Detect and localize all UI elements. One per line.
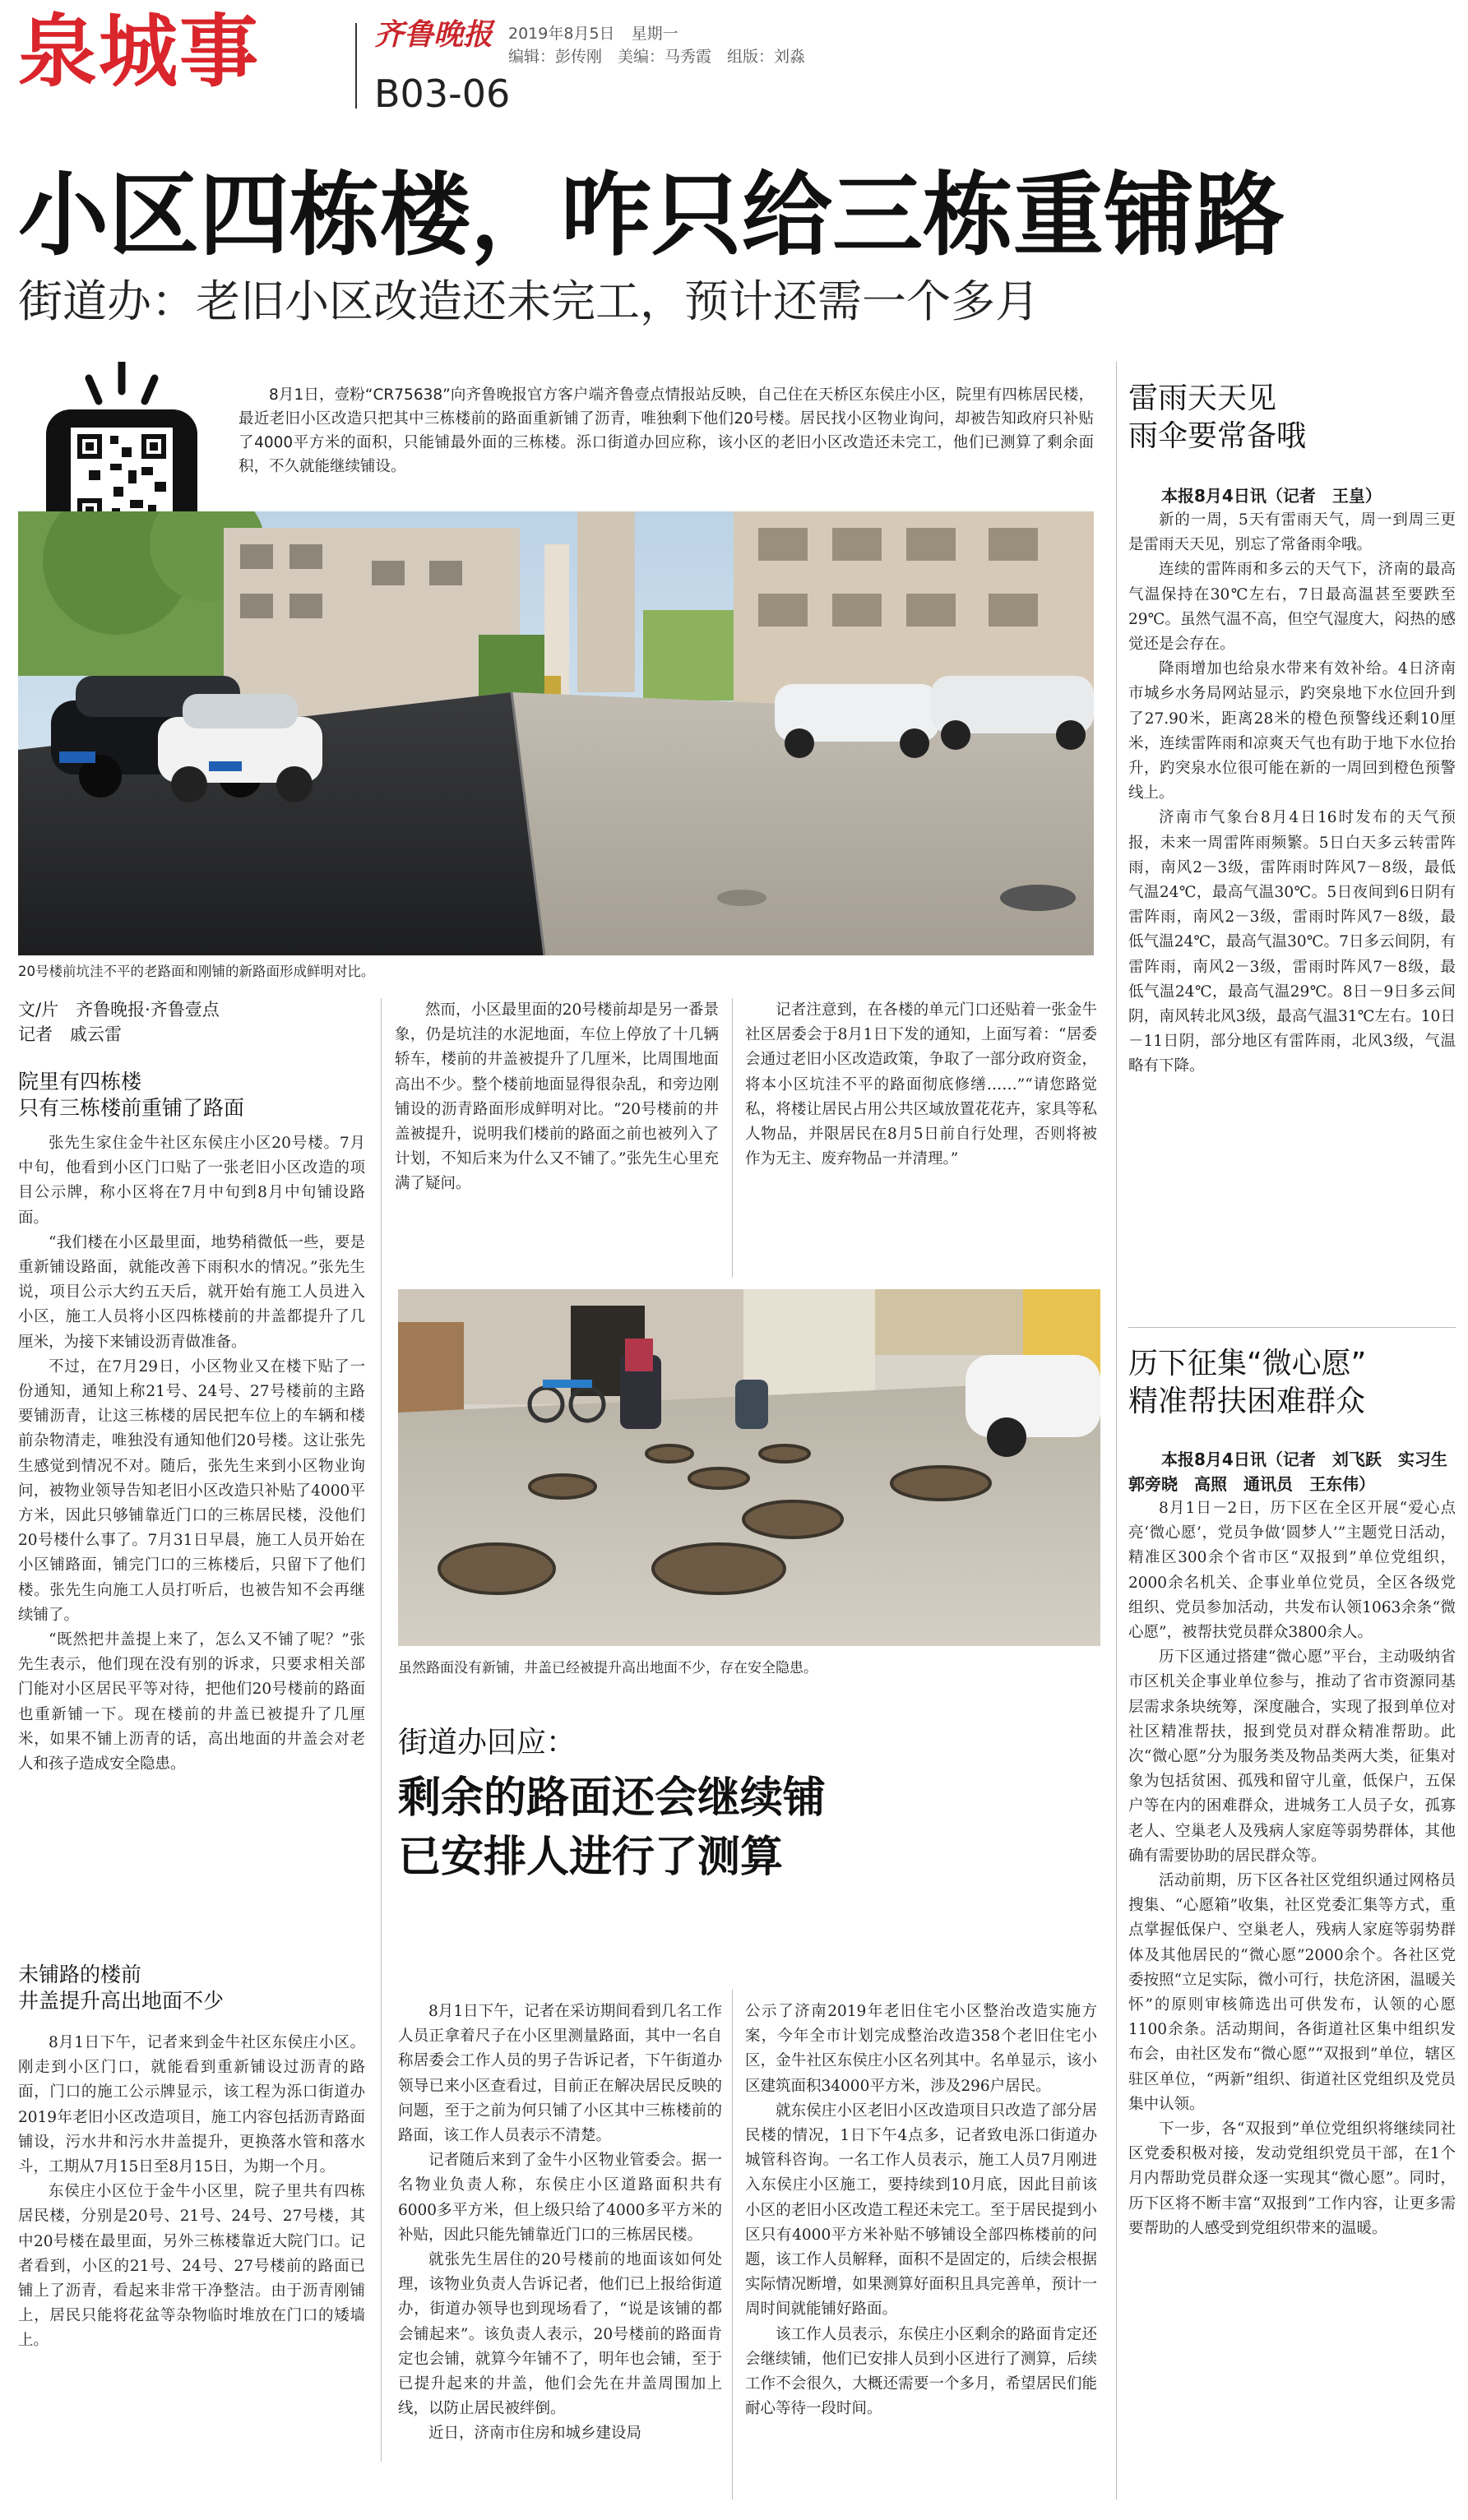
main-headline: 小区四栋楼，咋只给三栋重铺路 <box>18 163 1285 268</box>
response-headline-1: 剩余的路面还会继续铺 <box>398 1773 827 1823</box>
wish-lead: 本报8月4日讯（记者 刘飞跃 实习生 郭旁晓 高照 通讯员 王东伟） <box>1128 1450 1464 1494</box>
wish-headline-line1: 历下征集“微心愿” <box>1128 1347 1367 1380</box>
subhead-2-line2: 井盖提升高出地面不少 <box>18 1989 225 2013</box>
sidebar-weather-story <box>1128 362 1456 1080</box>
col1b-text <box>18 2031 365 2354</box>
column-divider <box>381 998 382 2462</box>
page-code: B03-06 <box>374 72 511 116</box>
weather-headline-line1: 雷雨天天见 <box>1128 381 1277 415</box>
byline-line2: 记者 戚云雷 <box>18 1024 122 1044</box>
weather-lead: 本报8月4日讯（记者 王皇） <box>1161 486 1382 506</box>
paragraph: 8月1日－2日，历下区在全区开展“爱心点亮‘微心愿’，党员争做‘圆梦人’”主题党日活动，精准区300余个省市区“双报到”单位党组织，2000余名机关、企事业单位党员，全区各级党组织、党员参加活动，共发布认领1063余条“微心愿”，被帮扶党员群众3800余人。 <box>1128 1500 1456 1642</box>
col2-text <box>395 998 719 1197</box>
paragraph: 历下区通过搭建“微心愿”平台，主动吸纳省市区机关企事业单位参与，推动了省市资源同基层需求条块统筹，深度融合，实现了报到单位对社区精准帮扶，报到党员对群众精准帮助。此次“微心愿”分为服务类及物品类两大类，征集对象为包括贫困、孤残和留守儿童，低保户，五保户等在内的困难群众，进城务工人员子女，孤寡老人、空巢老人及残病人家庭等弱势群体，其他确有需要协助的居民群众等。 <box>1128 1648 1456 1865</box>
column-divider <box>732 998 733 1278</box>
date-text: 2019年8月5日 <box>508 25 615 43</box>
subhead-2 <box>18 1962 372 2014</box>
photo-manhole-covers <box>398 1289 1100 1646</box>
col3b-text <box>745 2000 1097 2421</box>
paragraph: 记者注意到，在各楼的单元门口还贴着一张金牛社区居委会于8月1日下发的通知，上面写着：“居委会通过老旧小区改造政策，争取了一部分政府资金，将本小区坑洼不平的路面彻底修缮……”“请您路觉私，将楼让居民占用公共区域放置花花卉，家具等私人物品，并限居民在8月5日前自行处理，否则将被作为无主、废弃物品一并清理。” <box>745 1001 1097 1168</box>
paragraph: 公示了济南2019年老旧住宅小区整治改造实施方案，今年全市计划完成整治改造358个老旧住宅小区，金牛社区东侯庄小区名列其中。名单显示，该小区建筑面积34000平方米，涉及296户居民。 <box>745 2003 1097 2095</box>
col1-text <box>18 1131 365 1777</box>
editors-line: 编辑：彭传刚 美编：马秀霞 组版：刘淼 <box>508 48 806 66</box>
paragraph: 就东侯庄小区老旧小区改造项目只改造了部分居民楼的情况，1日下午4点多，记者致电泺口街道办城管科咨询。一名工作人员表示，施工人员7月刚进入东侯庄小区施工，要持续到10月底，因此目前该小区的老旧小区改造工程还未完工。至于居民提到小区只有4000平方米补贴不够铺设全部四栋楼前的问题，该工作人员解释，面积不是固定的，后续会根据实际情况断增，如果测算好面积且具完善单，预计一周时间就能铺好路面。 <box>745 2102 1097 2319</box>
paragraph: 降雨增加也给泉水带来有效补给。4日济南市城乡水务局网站显示，趵突泉地下水位回升到了27.90米，距离28米的橙色预警线还剩10厘米，连续雷阵雨和凉爽天气也有助于地下水位抬升，趵突泉水位很可能在新的一周回到橙色预警线上。 <box>1128 660 1456 802</box>
masthead <box>0 0 1468 123</box>
issue-date <box>508 21 678 44</box>
intro-paragraph: 8月1日，壹粉“CR75638”向齐鲁晚报官方客户端齐鲁壹点情报站反映，自己住在天桥区东侯庄小区，院里有四栋居民楼，最近老旧小区改造只把其中三栋楼前的路面重新铺了沥青，唯独剩下他们20号楼。居民找小区物业询问，却被告知政府只补贴了4000平方米的面积，只能铺最外面的三栋楼。泺口街道办回应称，该小区的老旧小区改造还未完工，他们已测算了剩余面积，不久就能继续铺设。 <box>238 386 1094 475</box>
byline-line1: 文/片 齐鲁晚报·齐鲁壹点 <box>18 1000 220 1020</box>
weather-headline-line2: 雨伞要常备哦 <box>1128 419 1307 453</box>
sidebar-wish-story <box>1128 1345 1464 2241</box>
subhead-1 <box>18 1069 372 1121</box>
col3-text <box>745 998 1097 1172</box>
paragraph: “我们楼在小区最里面，地势稍微低一些，要是重新铺设路面，就能改善下雨积水的情况。”张先生说，项目公示大约五天后，就开始有施工人员进入小区，施工人员将小区四栋楼前的井盖都提升了几厘米，为接下来铺设沥青做准备。 <box>18 1233 365 1351</box>
paragraph: 8月1日下午，记者来到金牛社区东侯庄小区。刚走到小区门口，就能看到重新铺设过沥青的路面，门口的施工公示牌显示，该工程为泺口街道办2019年老旧小区改造项目，施工内容包括沥青路面铺设，污水井和污水井盖提升，更换落水管和落水斗，工期从7月15日至8月15日，为期一个月。 <box>18 2034 365 2176</box>
main-subheadline: 街道办：老旧小区改造还未完工，预计还需一个多月 <box>18 275 1040 327</box>
photo-road-contrast <box>18 511 1094 955</box>
photo2-caption: 虽然路面没有新铺，井盖已经被提升高出地面不少，存在安全隐患。 <box>398 1660 817 1676</box>
wish-headline <box>1128 1345 1456 1421</box>
response-headline-2: 已安排人进行了测算 <box>398 1833 784 1882</box>
subhead-1-line2: 只有三栋楼前重铺了路面 <box>18 1096 245 1120</box>
paragraph: 东侯庄小区位于金牛小区里，院子里共有四栋居民楼，分别是20号、21号、24号、27号楼，其中20号楼在最里面，另外三栋楼靠近大院门口。记者看到，小区的21号、24号、27号楼前的路面已铺上了沥青，看起来非常干净整洁。由于沥青刚铺上，居民只能将花盆等杂物临时堆放在门口的矮墙上。 <box>18 2183 365 2350</box>
paper-logo: 齐鲁晚报 <box>374 17 493 52</box>
weekday-text: 星期一 <box>631 25 678 43</box>
column-divider <box>1116 362 1117 2499</box>
paragraph: 连续的雷阵雨和多云的天气下，济南的最高气温保持在30℃左右，7日最高温甚至要跌至29℃。虽然气温不高，但空气湿度大，闷热的感觉还是会存在。 <box>1128 561 1456 654</box>
masthead-divider <box>355 23 357 109</box>
photo1-caption: 20号楼前坑洼不平的老路面和刚铺的新路面形成鲜明对比。 <box>18 964 375 979</box>
paragraph: 记者随后来到了金牛小区物业管委会。据一名物业负责人称，东侯庄小区道路面积共有6000多平方米，但上级只给了4000多平方米的补贴，因此只能先铺靠近门口的三栋居民楼。 <box>398 2152 722 2244</box>
paragraph: 然而，小区最里面的20号楼前却是另一番景象，仍是坑洼的水泥地面，车位上停放了十几辆轿车，楼前的井盖被提升了几厘米，比周围地面高出不少。整个楼前地面显得很杂乱，和旁边刚铺设的沥青路面形成鲜明对比。“20号楼前的井盖被提升，说明我们楼前的路面之前也被列入了计划，不知后来为什么又不铺了。”张先生心里充满了疑问。 <box>395 1001 719 1193</box>
section-title: 泉城事 <box>18 6 260 98</box>
weather-headline <box>1128 380 1456 455</box>
wish-headline-line2: 精准帮扶困难群众 <box>1128 1385 1366 1418</box>
paragraph: 济南市气象台8月4日16时发布的天气预报，未来一周雷阵雨频繁。5日白天多云转雷阵雨，南风2－3级，雷阵雨时阵风7－8级，最低气温24℃，最高气温30℃。5日夜间到6日阴有雷阵雨，南风2－3级，雷雨时阵风7－8级，最低气温24℃，最高气温30℃。7日多云间阴，有雷阵雨，南风2－3级，雷雨时阵风7－8级，最低气温24℃，最高气温29℃。8日－9日多云间阴，南风转北风3级，最高气温31℃左右。10日－11日阴，部分地区有雷阵雨，北风3级，气温略有下降。 <box>1128 809 1456 1075</box>
paragraph: 该工作人员表示，东侯庄小区剩余的路面肯定还会继续铺，他们已安排人员到小区进行了测算，后续工作不会很久，大概还需要一个多月，希望居民们能耐心等待一段时间。 <box>745 2325 1097 2418</box>
paragraph: 8月1日下午，记者在采访期间看到几名工作人员正拿着尺子在小区里测量路面，其中一名自称居委会工作人员的男子告诉记者，下午街道办领导已来小区查看过，目前正在解决居民反映的问题，至于之前为何只铺了小区其中三栋楼前的路面，该工作人员表示不清楚。 <box>398 2003 722 2145</box>
response-kicker: 街道办回应： <box>398 1726 577 1759</box>
col2b-text <box>398 2000 722 2447</box>
subhead-2-line1: 未铺路的楼前 <box>18 1963 142 1986</box>
paragraph: 下一步，各“双报到”单位党组织将继续同社区党委积极对接，发动党组织党员干部，在1个月内帮助党员群众逐一实现其“微心愿”。同时，历下区将不断丰富“双报到”工作内容，让更多需要帮助的人感受到党组织带来的温暖。 <box>1128 2120 1456 2237</box>
paragraph: 张先生家住金牛社区东侯庄小区20号楼。7月中旬，他看到小区门口贴了一张老旧小区改造的项目公示牌，称小区将在7月中旬到8月中旬铺设路面。 <box>18 1135 365 1227</box>
paragraph: 就张先生居住的20号楼前的地面该如何处理，该物业负责人告诉记者，他们已上报给街道办，街道办领导也到现场看了，“说是该铺的都会铺起来”。该负责人表示，20号楼前的路面肯定也会铺，就算今年铺不了，明年也会铺，至于已提升起来的井盖，他们会先在井盖周围加上线，以防止居民被绊倒。 <box>398 2251 722 2418</box>
paragraph: 近日，济南市住房和城乡建设局 <box>428 2425 642 2443</box>
paragraph: “既然把井盖提上来了，怎么又不铺了呢？”张先生表示，他们现在没有别的诉求，只要求相关部门能对小区居民平等对待，把他们20号楼前的路面也重新铺一下。现在楼前的井盖已被提升了几厘米，如果不铺上沥青的话，高出地面的井盖会对老人和孩子造成安全隐患。 <box>18 1631 365 1773</box>
paragraph: 新的一周，5天有雷雨天气，周一到周三更是雷雨天天见，别忘了常备雨伞哦。 <box>1128 511 1456 554</box>
sidebar-divider <box>1128 1327 1456 1328</box>
column-divider <box>732 1990 733 2499</box>
paragraph: 活动前期，历下区各社区党组织通过网格员搜集、“心愿箱”收集，社区党委汇集等方式，重点掌握低保户、空巢老人，残病人家庭等弱势群体及其他居民的“微心愿”2000余个。各社区党委按照“立足实际，微小可行，扶危济困，温暖关怀”的原则审核筛选出可供发布，认领的心愿1100余条。活动期间，各街道社区集中组织发布会，由社区发布“微心愿”“双报到”单位，辖区驻区单位，“两新”组织、街道社区党组织及党员集中认领。 <box>1128 1872 1456 2113</box>
paragraph: 不过，在7月29日，小区物业又在楼下贴了一份通知，通知上称21号、24号、27号楼前的主路要铺沥青，让这三栋楼的居民把车位上的车辆和楼前杂物清走，唯独没有通知他们20号楼。这让张先生感觉到情况不对。随后，张先生来到小区物业询问，被物业领导告知老旧小区改造只补贴了4000平方米，因此只够铺靠近门口的三栋居民楼，没他们20号楼什么事了。7月31日早晨，施工人员开始在小区铺路面，铺完门口的三栋楼后，只留下了他们楼。张先生向施工人员打听后，也被告知不会再继续铺了。 <box>18 1357 365 1624</box>
subhead-1-line1: 院里有四栋楼 <box>18 1070 142 1094</box>
